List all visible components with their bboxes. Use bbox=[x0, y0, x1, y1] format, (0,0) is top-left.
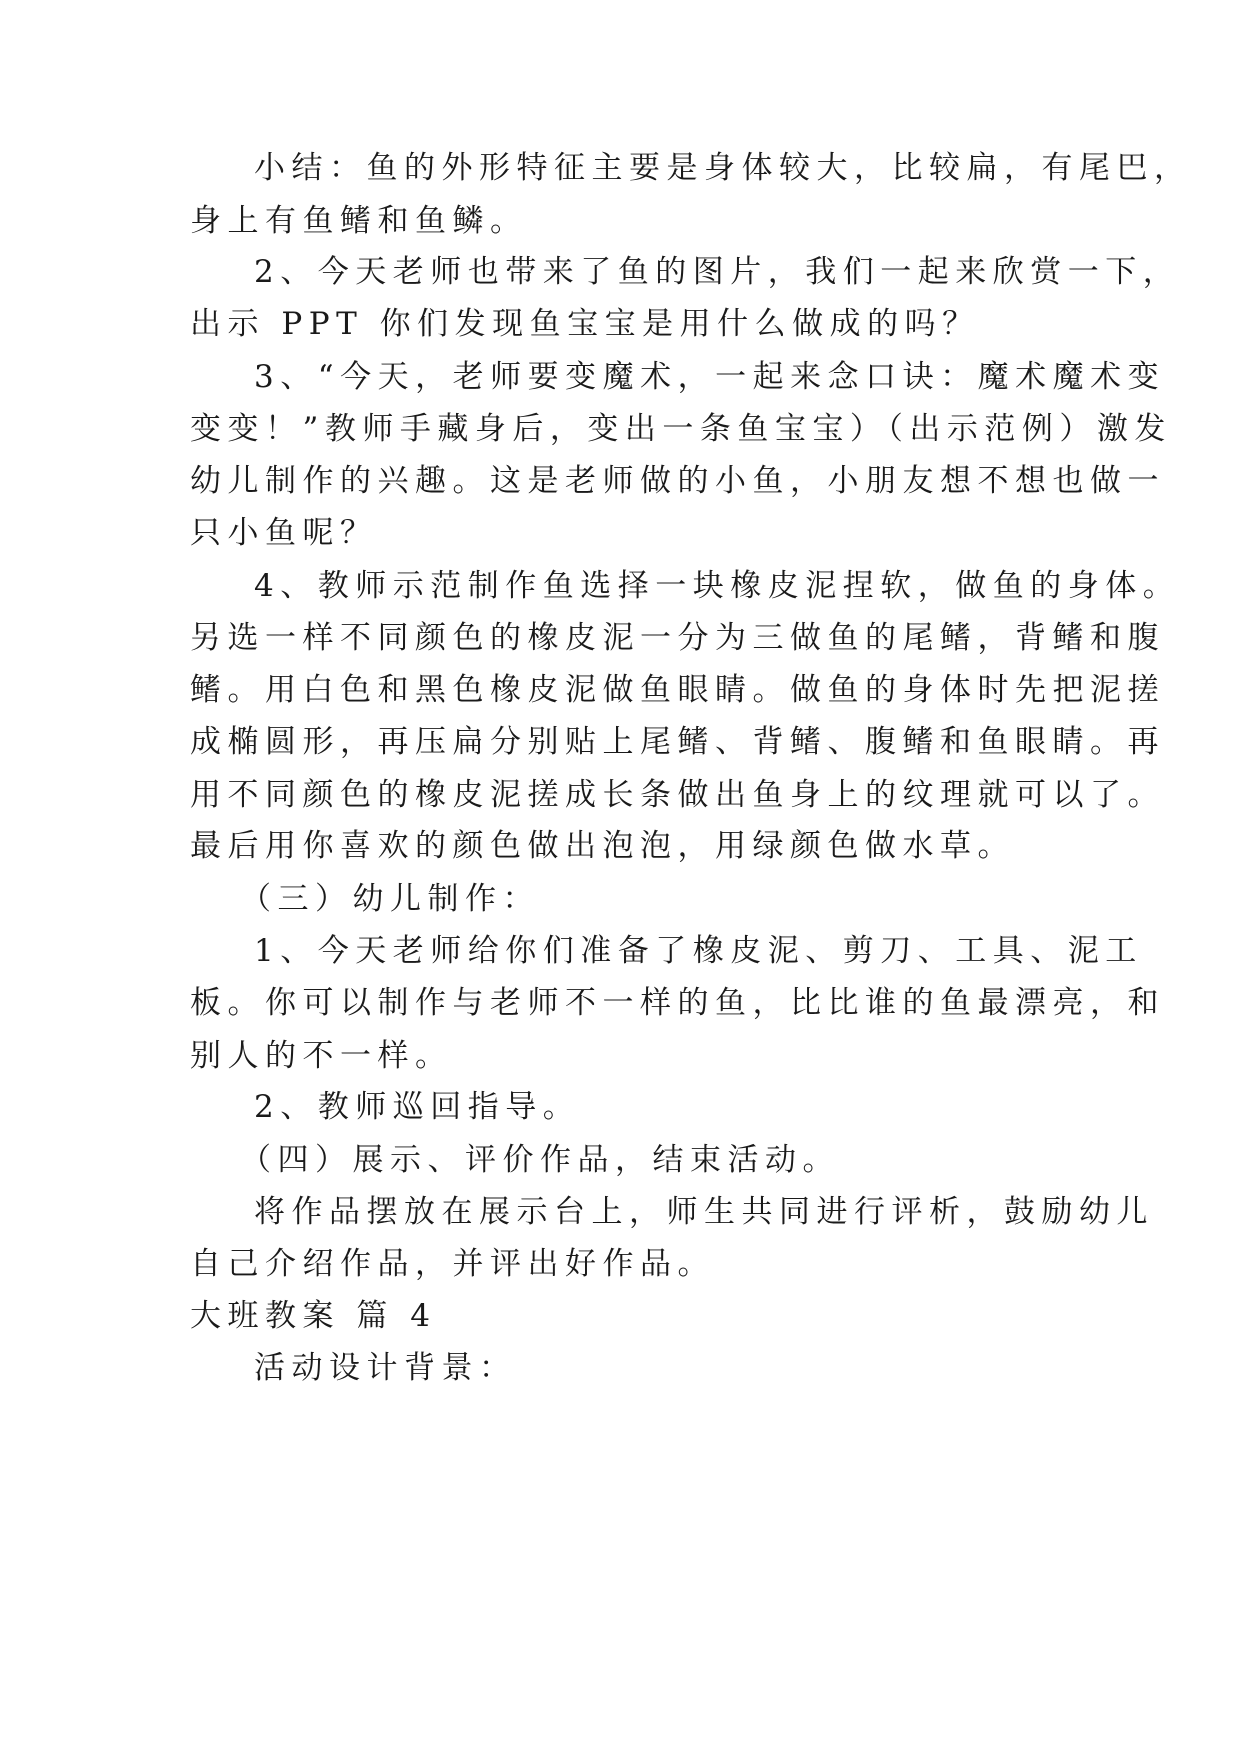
section-heading-three: （三）幼儿制作： bbox=[240, 881, 540, 917]
paragraph-2-line-2: 出示 PPT 你们发现鱼宝宝是用什么做成的吗？ bbox=[190, 306, 980, 342]
paragraph-7-line-2: 自己介绍作品，并评出好作品。 bbox=[190, 1246, 715, 1282]
paragraph-4-line-6: 最后用你喜欢的颜色做出泡泡，用绿颜色做水草。 bbox=[190, 828, 1015, 864]
activity-background-heading: 活动设计背景： bbox=[254, 1350, 517, 1386]
paragraph-summary-line-1: 小结：鱼的外形特征主要是身体较大，比较扁，有尾巴， bbox=[254, 150, 1192, 186]
paragraph-5-line-3: 别人的不一样。 bbox=[190, 1038, 453, 1074]
paragraph-4-line-4: 成椭圆形，再压扁分别贴上尾鳍、背鳍、腹鳍和鱼眼睛。再 bbox=[190, 724, 1165, 760]
paragraph-4-line-1: 4、教师示范制作鱼选择一块橡皮泥捏软，做鱼的身体。 bbox=[254, 568, 1181, 604]
paragraph-6-line-1: 2、教师巡回指导。 bbox=[254, 1089, 581, 1125]
paragraph-summary-line-2: 身上有鱼鳍和鱼鳞。 bbox=[190, 203, 528, 239]
section-heading-four: （四）展示、评价作品，结束活动。 bbox=[240, 1142, 840, 1178]
paragraph-3-line-1: 3、“今天，老师要变魔术，一起来念口诀：魔术魔术变 bbox=[254, 359, 1166, 395]
paragraph-7-line-1: 将作品摆放在展示台上，师生共同进行评析，鼓励幼儿 bbox=[254, 1194, 1154, 1230]
paragraph-3-line-2: 变变！”教师手藏身后，变出一条鱼宝宝）（出示范例）激发 bbox=[190, 411, 1172, 447]
paragraph-5-line-1: 1、今天老师给你们准备了橡皮泥、剪刀、工具、泥工 bbox=[254, 933, 1143, 969]
paragraph-4-line-5: 用不同颜色的橡皮泥搓成长条做出鱼身上的纹理就可以了。 bbox=[190, 777, 1165, 813]
paragraph-3-line-4: 只小鱼呢？ bbox=[190, 515, 378, 551]
paragraph-2-line-1: 2、今天老师也带来了鱼的图片，我们一起来欣赏一下， bbox=[254, 254, 1181, 290]
paragraph-5-line-2: 板。你可以制作与老师不一样的鱼，比比谁的鱼最漂亮，和 bbox=[190, 985, 1165, 1021]
lesson-plan-title: 大班教案 篇 4 bbox=[190, 1298, 437, 1334]
paragraph-4-line-3: 鳍。用白色和黑色橡皮泥做鱼眼睛。做鱼的身体时先把泥搓 bbox=[190, 672, 1165, 708]
paragraph-3-line-3: 幼儿制作的兴趣。这是老师做的小鱼，小朋友想不想也做一 bbox=[190, 463, 1165, 499]
paragraph-4-line-2: 另选一样不同颜色的橡皮泥一分为三做鱼的尾鳍，背鳍和腹 bbox=[190, 620, 1165, 656]
